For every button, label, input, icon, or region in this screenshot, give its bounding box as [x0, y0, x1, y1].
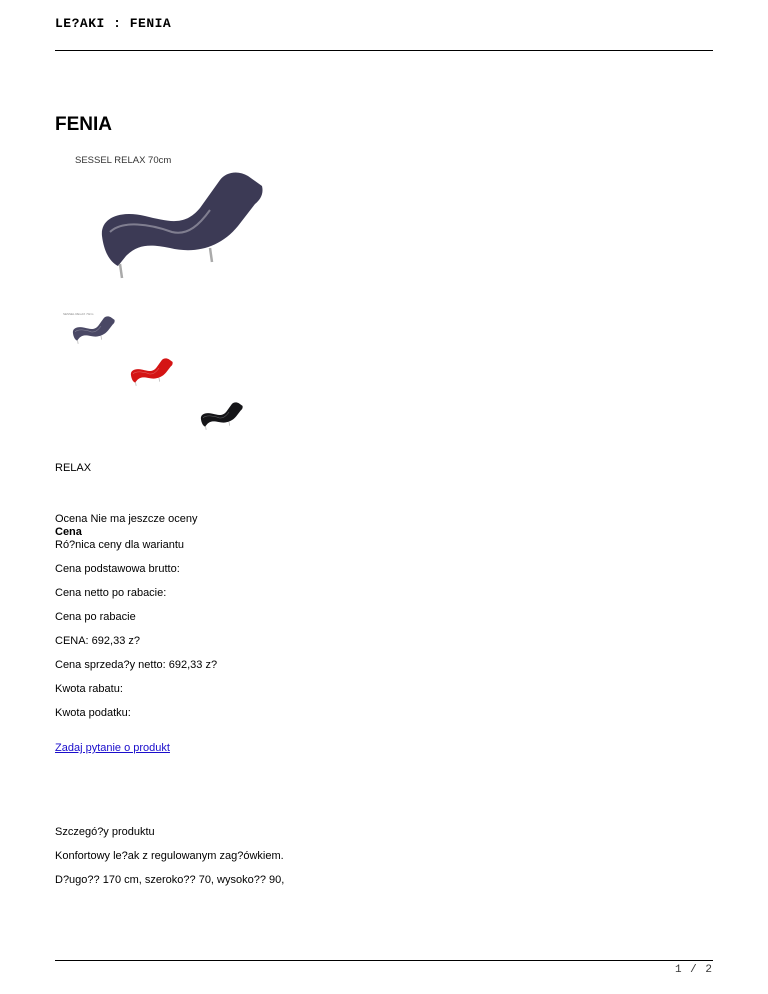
base-gross-price: Cena podstawowa brutto: [55, 563, 180, 575]
rating-text: Ocena Nie ma jeszcze oceny [55, 513, 198, 525]
thumbnail-gray[interactable] [60, 308, 118, 350]
footer-divider [55, 960, 713, 961]
details-line-2: D?ugo?? 170 cm, szeroko?? 70, wysoko?? 90, [55, 874, 285, 886]
price-value: CENA: 692,33 z? [55, 635, 140, 647]
thumbnail-black[interactable] [188, 394, 248, 440]
thumbnail-red[interactable] [118, 350, 180, 394]
header-divider [55, 50, 713, 51]
product-subtitle: RELAX [55, 462, 92, 474]
price-after-discount: Cena po rabacie [55, 611, 136, 623]
product-title: FENIA [55, 114, 112, 135]
document-header-title: LE?AKI : FENIA [55, 16, 172, 31]
svg-text:SESSEL RELAX 70cm: SESSEL RELAX 70cm [63, 312, 94, 316]
details-heading: Szczegó?y produktu [55, 826, 155, 838]
variant-price-diff: Ró?nica ceny dla wariantu [55, 539, 185, 551]
tax-amount: Kwota podatku: [55, 707, 131, 719]
main-product-image[interactable] [60, 148, 280, 288]
price-heading: Cena [55, 526, 82, 538]
details-line-1: Konfortowy le?ak z regulowanym zag?ówkiem. [55, 850, 284, 862]
discount-amount: Kwota rabatu: [55, 683, 123, 695]
ask-question-link[interactable]: Zadaj pytanie o produkt [55, 742, 170, 754]
main-image-caption: SESSEL RELAX 70cm [75, 155, 172, 166]
page-number: 1 / 2 [674, 964, 713, 976]
net-after-discount: Cena netto po rabacie: [55, 587, 167, 599]
net-sale-price: Cena sprzeda?y netto: 692,33 z? [55, 659, 218, 671]
